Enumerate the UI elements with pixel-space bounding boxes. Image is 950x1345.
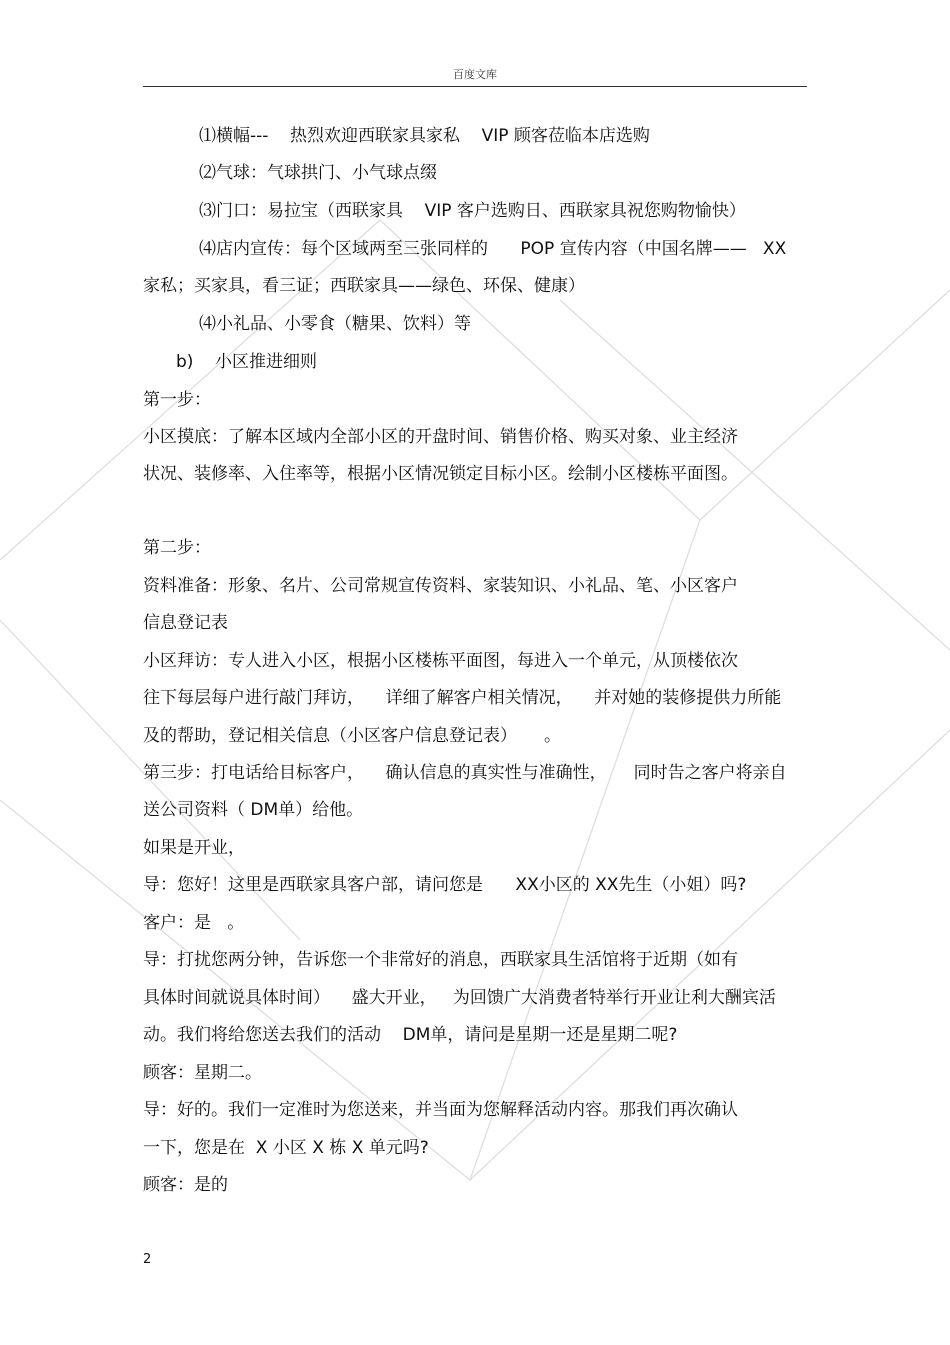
text-line: 往下每层每户进行敲门拜访， 详细了解客户相关情况， 并对她的装修提供力所能: [143, 688, 782, 708]
dialogue-line: 顾客：星期二。: [143, 1063, 262, 1083]
header-divider: [143, 86, 807, 87]
text-line: 第三步：打电话给目标客户， 确认信息的真实性与准确性， 同时告之客户将亲自: [143, 763, 787, 783]
dialogue-line: 一下，您是在 X 小区 X 栋 X 单元吗?: [143, 1138, 429, 1158]
dialogue-line: 导：打扰您两分钟，告诉您一个非常好的消息，西联家具生活馆将于近期（如有: [143, 950, 738, 970]
text-line: ⑷小礼品、小零食（糖果、饮料）等: [199, 314, 471, 334]
page-number: 2: [143, 1252, 152, 1267]
text-line: 送公司资料（ DM单）给他。: [143, 800, 364, 820]
text-line: 小区拜访：专人进入小区，根据小区楼栋平面图，每进入一个单元，从顶楼依次: [143, 651, 738, 671]
text-line: 家私；买家具，看三证；西联家具——绿色、环保、健康）: [143, 276, 585, 296]
dialogue-line: 顾客：是的: [143, 1175, 228, 1195]
text-line: ⑴横幅--- 热烈欢迎西联家具家私 VIP 顾客莅临本店选购: [199, 126, 650, 146]
dialogue-line: 导：好的。我们一定准时为您送来，并当面为您解释活动内容。那我们再次确认: [143, 1100, 738, 1120]
step-heading: 第二步：: [143, 538, 211, 558]
section-heading: b) 小区推进细则: [176, 352, 318, 372]
text-line: 及的帮助，登记相关信息（小区客户信息登记表） 。: [143, 726, 562, 746]
step-heading: 第一步：: [143, 390, 211, 410]
dialogue-line: 导：您好！这里是西联家具客户部，请问您是 XX小区的 XX先生（小姐）吗?: [143, 875, 747, 895]
dialogue-line: 动。我们将给您送去我们的活动 DM单，请问是星期一还是星期二呢?: [143, 1025, 678, 1045]
page-header-title: 百度文库: [453, 68, 497, 81]
dialogue-line: 具体时间就说具体时间） 盛大开业， 为回馈广大消费者特举行开业让利大酬宾活: [143, 988, 776, 1008]
text-line: 如果是开业，: [143, 838, 245, 858]
text-line: ⑵气球：气球拱门、小气球点缀: [199, 163, 437, 183]
text-line: ⑷店内宣传：每个区域两至三张同样的 POP 宣传内容（中国名牌—— XX: [199, 239, 787, 259]
text-line: 状况、装修率、入住率等，根据小区情况锁定目标小区。绘制小区楼栋平面图。: [143, 464, 738, 484]
text-line: 资料准备：形象、名片、公司常规宣传资料、家装知识、小礼品、笔、小区客户: [143, 576, 738, 596]
text-line: 小区摸底：了解本区域内全部小区的开盘时间、销售价格、购买对象、业主经济: [143, 427, 738, 447]
text-line: 信息登记表: [143, 613, 228, 633]
text-line: ⑶门口：易拉宝（西联家具 VIP 客户选购日、西联家具祝您购物愉快）: [199, 201, 746, 221]
dialogue-line: 客户：是 。: [143, 913, 245, 933]
